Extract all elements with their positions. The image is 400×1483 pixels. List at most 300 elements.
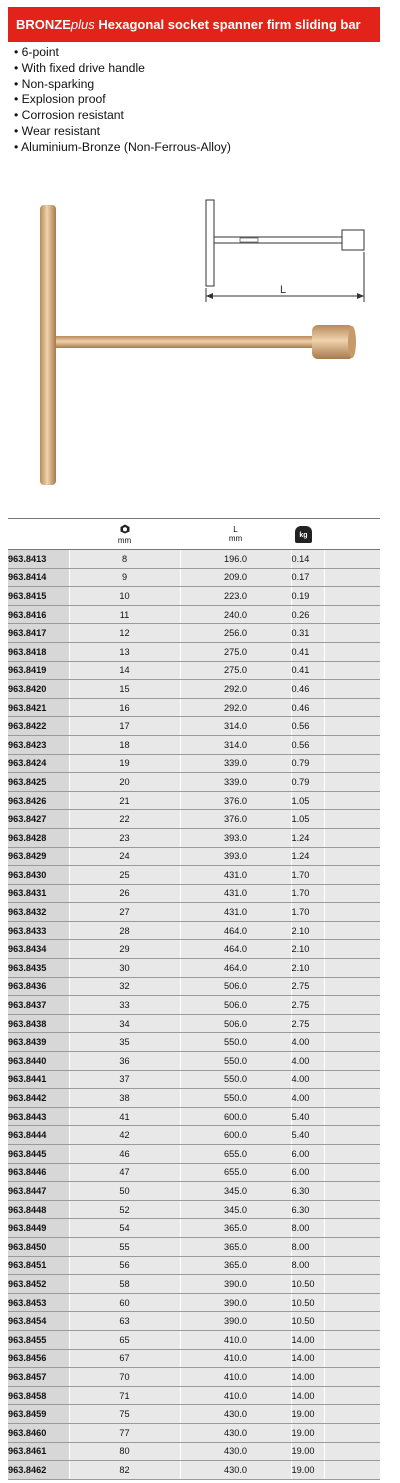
length-value: 256.0 (180, 624, 291, 643)
socket-size: 55 (69, 1237, 180, 1256)
table-row (8, 866, 380, 885)
socket-size: 50 (69, 1182, 180, 1201)
length-value: 506.0 (180, 996, 291, 1015)
feature-item: • Corrosion resistant (14, 108, 231, 124)
weight-value: 14.00 (291, 1386, 324, 1405)
article-number: 963.8434 (8, 940, 69, 959)
weight-value: 0.56 (291, 735, 324, 754)
length-value: 339.0 (180, 754, 291, 773)
socket-size: 22 (69, 810, 180, 829)
socket-size: 77 (69, 1423, 180, 1442)
article-number: 963.8413 (8, 550, 69, 569)
article-number: 963.8436 (8, 977, 69, 996)
socket-size: 25 (69, 866, 180, 885)
length-value: 506.0 (180, 977, 291, 996)
length-value: 430.0 (180, 1405, 291, 1424)
table-body (8, 550, 380, 1480)
table-row (8, 1219, 380, 1238)
table-row (8, 550, 380, 569)
length-value: 655.0 (180, 1163, 291, 1182)
weight-value: 0.31 (291, 624, 324, 643)
length-value: 430.0 (180, 1442, 291, 1461)
socket-size: 35 (69, 1033, 180, 1052)
table-row (8, 959, 380, 978)
socket-size: 47 (69, 1163, 180, 1182)
article-number: 963.8430 (8, 866, 69, 885)
weight-value: 6.00 (291, 1163, 324, 1182)
article-number: 963.8417 (8, 624, 69, 643)
table-row (8, 884, 380, 903)
article-number: 963.8419 (8, 661, 69, 680)
blank-cell (324, 624, 380, 643)
length-value: 365.0 (180, 1256, 291, 1275)
socket-size: 27 (69, 903, 180, 922)
weight-value: 1.70 (291, 903, 324, 922)
length-value: 275.0 (180, 661, 291, 680)
article-number: 963.8415 (8, 587, 69, 606)
weight-value: 8.00 (291, 1256, 324, 1275)
blank-cell (324, 1293, 380, 1312)
feature-item: • Non-sparking (14, 77, 231, 93)
weight-value: 1.70 (291, 884, 324, 903)
socket-size: 82 (69, 1461, 180, 1480)
table-row (8, 1126, 380, 1145)
weight-icon: kg (295, 526, 312, 543)
article-number: 963.8445 (8, 1145, 69, 1164)
table-row (8, 810, 380, 829)
length-value: 314.0 (180, 717, 291, 736)
socket-size: 56 (69, 1256, 180, 1275)
socket-size: 70 (69, 1368, 180, 1387)
weight-value: 0.17 (291, 568, 324, 587)
table-row (8, 1256, 380, 1275)
length-value: 390.0 (180, 1312, 291, 1331)
length-label: L (233, 525, 238, 534)
table-row (8, 1033, 380, 1052)
blank-cell (324, 587, 380, 606)
socket-size: 26 (69, 884, 180, 903)
table-row (8, 791, 380, 810)
article-number: 963.8439 (8, 1033, 69, 1052)
blank-cell (324, 717, 380, 736)
article-number: 963.8428 (8, 828, 69, 847)
table-row (8, 903, 380, 922)
table-row (8, 1070, 380, 1089)
specification-table (8, 518, 380, 1480)
socket-size: 29 (69, 940, 180, 959)
article-number: 963.8462 (8, 1461, 69, 1480)
article-number: 963.8448 (8, 1200, 69, 1219)
table-header-row (8, 519, 380, 550)
length-value: 365.0 (180, 1237, 291, 1256)
blank-cell (324, 1107, 380, 1126)
table-row (8, 642, 380, 661)
socket-size: 33 (69, 996, 180, 1015)
weight-value: 6.00 (291, 1145, 324, 1164)
socket-size: 18 (69, 735, 180, 754)
shaft-bar (56, 336, 314, 348)
table-row (8, 1423, 380, 1442)
blank-cell (324, 959, 380, 978)
length-value: 550.0 (180, 1089, 291, 1108)
weight-value: 19.00 (291, 1423, 324, 1442)
blank-cell (324, 1163, 380, 1182)
socket-size: 52 (69, 1200, 180, 1219)
article-number: 963.8429 (8, 847, 69, 866)
article-number: 963.8438 (8, 1014, 69, 1033)
weight-value: 4.00 (291, 1052, 324, 1071)
length-value: 292.0 (180, 698, 291, 717)
socket-size: 63 (69, 1312, 180, 1331)
table-row (8, 1312, 380, 1331)
length-value: 376.0 (180, 810, 291, 829)
article-number: 963.8427 (8, 810, 69, 829)
length-value: 410.0 (180, 1368, 291, 1387)
socket-size: 46 (69, 1145, 180, 1164)
table-row (8, 735, 380, 754)
blank-cell (324, 1405, 380, 1424)
length-value: 209.0 (180, 568, 291, 587)
article-number: 963.8450 (8, 1237, 69, 1256)
table-row (8, 698, 380, 717)
weight-value: 8.00 (291, 1219, 324, 1238)
weight-value: 14.00 (291, 1330, 324, 1349)
socket-size: 10 (69, 587, 180, 606)
table-row (8, 624, 380, 643)
blank-cell (324, 1089, 380, 1108)
header-article (8, 519, 69, 550)
blank-cell (324, 735, 380, 754)
table-row (8, 828, 380, 847)
length-value: 600.0 (180, 1107, 291, 1126)
table-row (8, 1237, 380, 1256)
table-row (8, 605, 380, 624)
blank-cell (324, 642, 380, 661)
table-row (8, 1182, 380, 1201)
weight-value: 1.05 (291, 791, 324, 810)
length-value: 600.0 (180, 1126, 291, 1145)
weight-value: 0.79 (291, 773, 324, 792)
feature-item: • Wear resistant (14, 124, 231, 140)
feature-list (14, 45, 231, 156)
table-row (8, 1163, 380, 1182)
socket-size: 32 (69, 977, 180, 996)
article-number: 963.8414 (8, 568, 69, 587)
length-value: 431.0 (180, 903, 291, 922)
article-number: 963.8420 (8, 680, 69, 699)
length-value: 376.0 (180, 791, 291, 810)
weight-value: 1.05 (291, 810, 324, 829)
socket-size: 34 (69, 1014, 180, 1033)
length-value: 655.0 (180, 1145, 291, 1164)
table-row (8, 1089, 380, 1108)
hexagon-icon (120, 524, 130, 534)
table-row (8, 1386, 380, 1405)
article-number: 963.8456 (8, 1349, 69, 1368)
length-value: 292.0 (180, 680, 291, 699)
table-row (8, 773, 380, 792)
table-row (8, 940, 380, 959)
blank-cell (324, 550, 380, 569)
socket-size: 21 (69, 791, 180, 810)
title-brand-suffix: plus (70, 17, 95, 32)
article-number: 963.8449 (8, 1219, 69, 1238)
table-row (8, 1014, 380, 1033)
article-number: 963.8423 (8, 735, 69, 754)
title-brand: BRONZE (16, 17, 71, 32)
socket-size: 54 (69, 1219, 180, 1238)
feature-item: • With fixed drive handle (14, 61, 231, 77)
socket-size: 28 (69, 921, 180, 940)
table-row (8, 717, 380, 736)
weight-value: 1.24 (291, 847, 324, 866)
length-value: 196.0 (180, 550, 291, 569)
length-value: 393.0 (180, 847, 291, 866)
socket-size: 16 (69, 698, 180, 717)
weight-value: 2.75 (291, 1014, 324, 1033)
length-value: 314.0 (180, 735, 291, 754)
blank-cell (324, 1052, 380, 1071)
blank-cell (324, 1033, 380, 1052)
length-value: 390.0 (180, 1275, 291, 1294)
table-row (8, 996, 380, 1015)
blank-cell (324, 940, 380, 959)
article-number: 963.8443 (8, 1107, 69, 1126)
blank-cell (324, 1442, 380, 1461)
article-number: 963.8452 (8, 1275, 69, 1294)
socket-size: 24 (69, 847, 180, 866)
blank-cell (324, 1145, 380, 1164)
weight-value: 14.00 (291, 1349, 324, 1368)
socket-size: 75 (69, 1405, 180, 1424)
blank-cell (324, 866, 380, 885)
weight-value: 0.41 (291, 642, 324, 661)
table-row (8, 921, 380, 940)
weight-value: 19.00 (291, 1405, 324, 1424)
header-weight (291, 519, 324, 550)
weight-value: 1.24 (291, 828, 324, 847)
blank-cell (324, 996, 380, 1015)
table-row (8, 1293, 380, 1312)
article-number: 963.8431 (8, 884, 69, 903)
socket-size: 20 (69, 773, 180, 792)
table-row (8, 1107, 380, 1126)
blank-cell (324, 977, 380, 996)
article-number: 963.8460 (8, 1423, 69, 1442)
weight-value: 10.50 (291, 1275, 324, 1294)
article-number: 963.8426 (8, 791, 69, 810)
table-row (8, 680, 380, 699)
socket-size: 36 (69, 1052, 180, 1071)
length-value: 430.0 (180, 1423, 291, 1442)
table-row (8, 1349, 380, 1368)
blank-cell (324, 1312, 380, 1331)
weight-value: 14.00 (291, 1368, 324, 1387)
blank-cell (324, 1349, 380, 1368)
weight-value: 8.00 (291, 1237, 324, 1256)
article-number: 963.8447 (8, 1182, 69, 1201)
blank-cell (324, 810, 380, 829)
blank-cell (324, 1237, 380, 1256)
article-number: 963.8459 (8, 1405, 69, 1424)
weight-value: 19.00 (291, 1442, 324, 1461)
length-value: 506.0 (180, 1014, 291, 1033)
article-number: 963.8441 (8, 1070, 69, 1089)
blank-cell (324, 1386, 380, 1405)
article-number: 963.8433 (8, 921, 69, 940)
socket-size: 41 (69, 1107, 180, 1126)
weight-value: 1.70 (291, 866, 324, 885)
feature-item: • Explosion proof (14, 92, 231, 108)
socket-size: 60 (69, 1293, 180, 1312)
weight-value: 0.14 (291, 550, 324, 569)
weight-value: 4.00 (291, 1089, 324, 1108)
socket-size: 13 (69, 642, 180, 661)
length-value: 410.0 (180, 1386, 291, 1405)
header-size (69, 519, 180, 550)
length-value: 275.0 (180, 642, 291, 661)
header-blank (324, 519, 380, 550)
blank-cell (324, 1368, 380, 1387)
article-number: 963.8435 (8, 959, 69, 978)
blank-cell (324, 1256, 380, 1275)
feature-item: • Aluminium-Bronze (Non-Ferrous-Alloy) (14, 140, 231, 156)
article-number: 963.8424 (8, 754, 69, 773)
weight-value: 2.10 (291, 921, 324, 940)
table-row (8, 1368, 380, 1387)
weight-value: 19.00 (291, 1461, 324, 1480)
article-number: 963.8422 (8, 717, 69, 736)
socket-size: 8 (69, 550, 180, 569)
socket-size: 65 (69, 1330, 180, 1349)
table-row (8, 1330, 380, 1349)
weight-value: 0.46 (291, 698, 324, 717)
length-value: 240.0 (180, 605, 291, 624)
article-number: 963.8446 (8, 1163, 69, 1182)
blank-cell (324, 921, 380, 940)
table-row (8, 1200, 380, 1219)
weight-value: 0.41 (291, 661, 324, 680)
blank-cell (324, 1219, 380, 1238)
socket-size: 14 (69, 661, 180, 680)
weight-value: 10.50 (291, 1293, 324, 1312)
table-row (8, 847, 380, 866)
socket-size: 71 (69, 1386, 180, 1405)
weight-value: 2.10 (291, 940, 324, 959)
length-value: 410.0 (180, 1349, 291, 1368)
table-row (8, 1405, 380, 1424)
weight-value: 2.75 (291, 977, 324, 996)
blank-cell (324, 1330, 380, 1349)
socket-size: 30 (69, 959, 180, 978)
length-unit: mm (228, 534, 243, 543)
table-row (8, 754, 380, 773)
blank-cell (324, 903, 380, 922)
blank-cell (324, 698, 380, 717)
socket-size: 9 (69, 568, 180, 587)
article-number: 963.8437 (8, 996, 69, 1015)
weight-value: 0.79 (291, 754, 324, 773)
article-number: 963.8458 (8, 1386, 69, 1405)
length-value: 464.0 (180, 959, 291, 978)
length-value: 550.0 (180, 1033, 291, 1052)
weight-value: 10.50 (291, 1312, 324, 1331)
socket-size: 23 (69, 828, 180, 847)
socket-size: 12 (69, 624, 180, 643)
article-number: 963.8461 (8, 1442, 69, 1461)
weight-value: 0.46 (291, 680, 324, 699)
table-row (8, 1275, 380, 1294)
article-number: 963.8454 (8, 1312, 69, 1331)
blank-cell (324, 884, 380, 903)
blank-cell (324, 773, 380, 792)
blank-cell (324, 828, 380, 847)
blank-cell (324, 754, 380, 773)
length-value: 393.0 (180, 828, 291, 847)
length-value: 464.0 (180, 921, 291, 940)
article-number: 963.8416 (8, 605, 69, 624)
socket-size: 37 (69, 1070, 180, 1089)
article-number: 963.8451 (8, 1256, 69, 1275)
socket-size: 80 (69, 1442, 180, 1461)
article-number: 963.8440 (8, 1052, 69, 1071)
table-row (8, 661, 380, 680)
length-value: 365.0 (180, 1219, 291, 1238)
length-value: 223.0 (180, 587, 291, 606)
table-row (8, 1145, 380, 1164)
blank-cell (324, 1275, 380, 1294)
article-number: 963.8444 (8, 1126, 69, 1145)
article-number: 963.8457 (8, 1368, 69, 1387)
table-row (8, 1052, 380, 1071)
weight-value: 2.10 (291, 959, 324, 978)
length-value: 345.0 (180, 1182, 291, 1201)
dimension-label: L (280, 284, 287, 296)
blank-cell (324, 1014, 380, 1033)
length-value: 339.0 (180, 773, 291, 792)
length-value: 390.0 (180, 1293, 291, 1312)
table-row (8, 1461, 380, 1480)
blank-cell (324, 680, 380, 699)
blank-cell (324, 1070, 380, 1089)
weight-value: 0.26 (291, 605, 324, 624)
blank-cell (324, 847, 380, 866)
weight-value: 0.56 (291, 717, 324, 736)
weight-value: 0.19 (291, 587, 324, 606)
article-number: 963.8442 (8, 1089, 69, 1108)
weight-value: 5.40 (291, 1126, 324, 1145)
length-value: 550.0 (180, 1052, 291, 1071)
length-value: 431.0 (180, 866, 291, 885)
size-unit: mm (117, 535, 132, 545)
article-number: 963.8418 (8, 642, 69, 661)
blank-cell (324, 1461, 380, 1480)
length-value: 464.0 (180, 940, 291, 959)
socket-size: 58 (69, 1275, 180, 1294)
socket-size: 67 (69, 1349, 180, 1368)
feature-item: • 6-point (14, 45, 231, 61)
article-number: 963.8455 (8, 1330, 69, 1349)
blank-cell (324, 661, 380, 680)
article-number: 963.8421 (8, 698, 69, 717)
table-row (8, 1442, 380, 1461)
blank-cell (324, 1423, 380, 1442)
length-value: 345.0 (180, 1200, 291, 1219)
length-value: 430.0 (180, 1461, 291, 1480)
blank-cell (324, 568, 380, 587)
header-length (180, 519, 291, 550)
blank-cell (324, 1200, 380, 1219)
